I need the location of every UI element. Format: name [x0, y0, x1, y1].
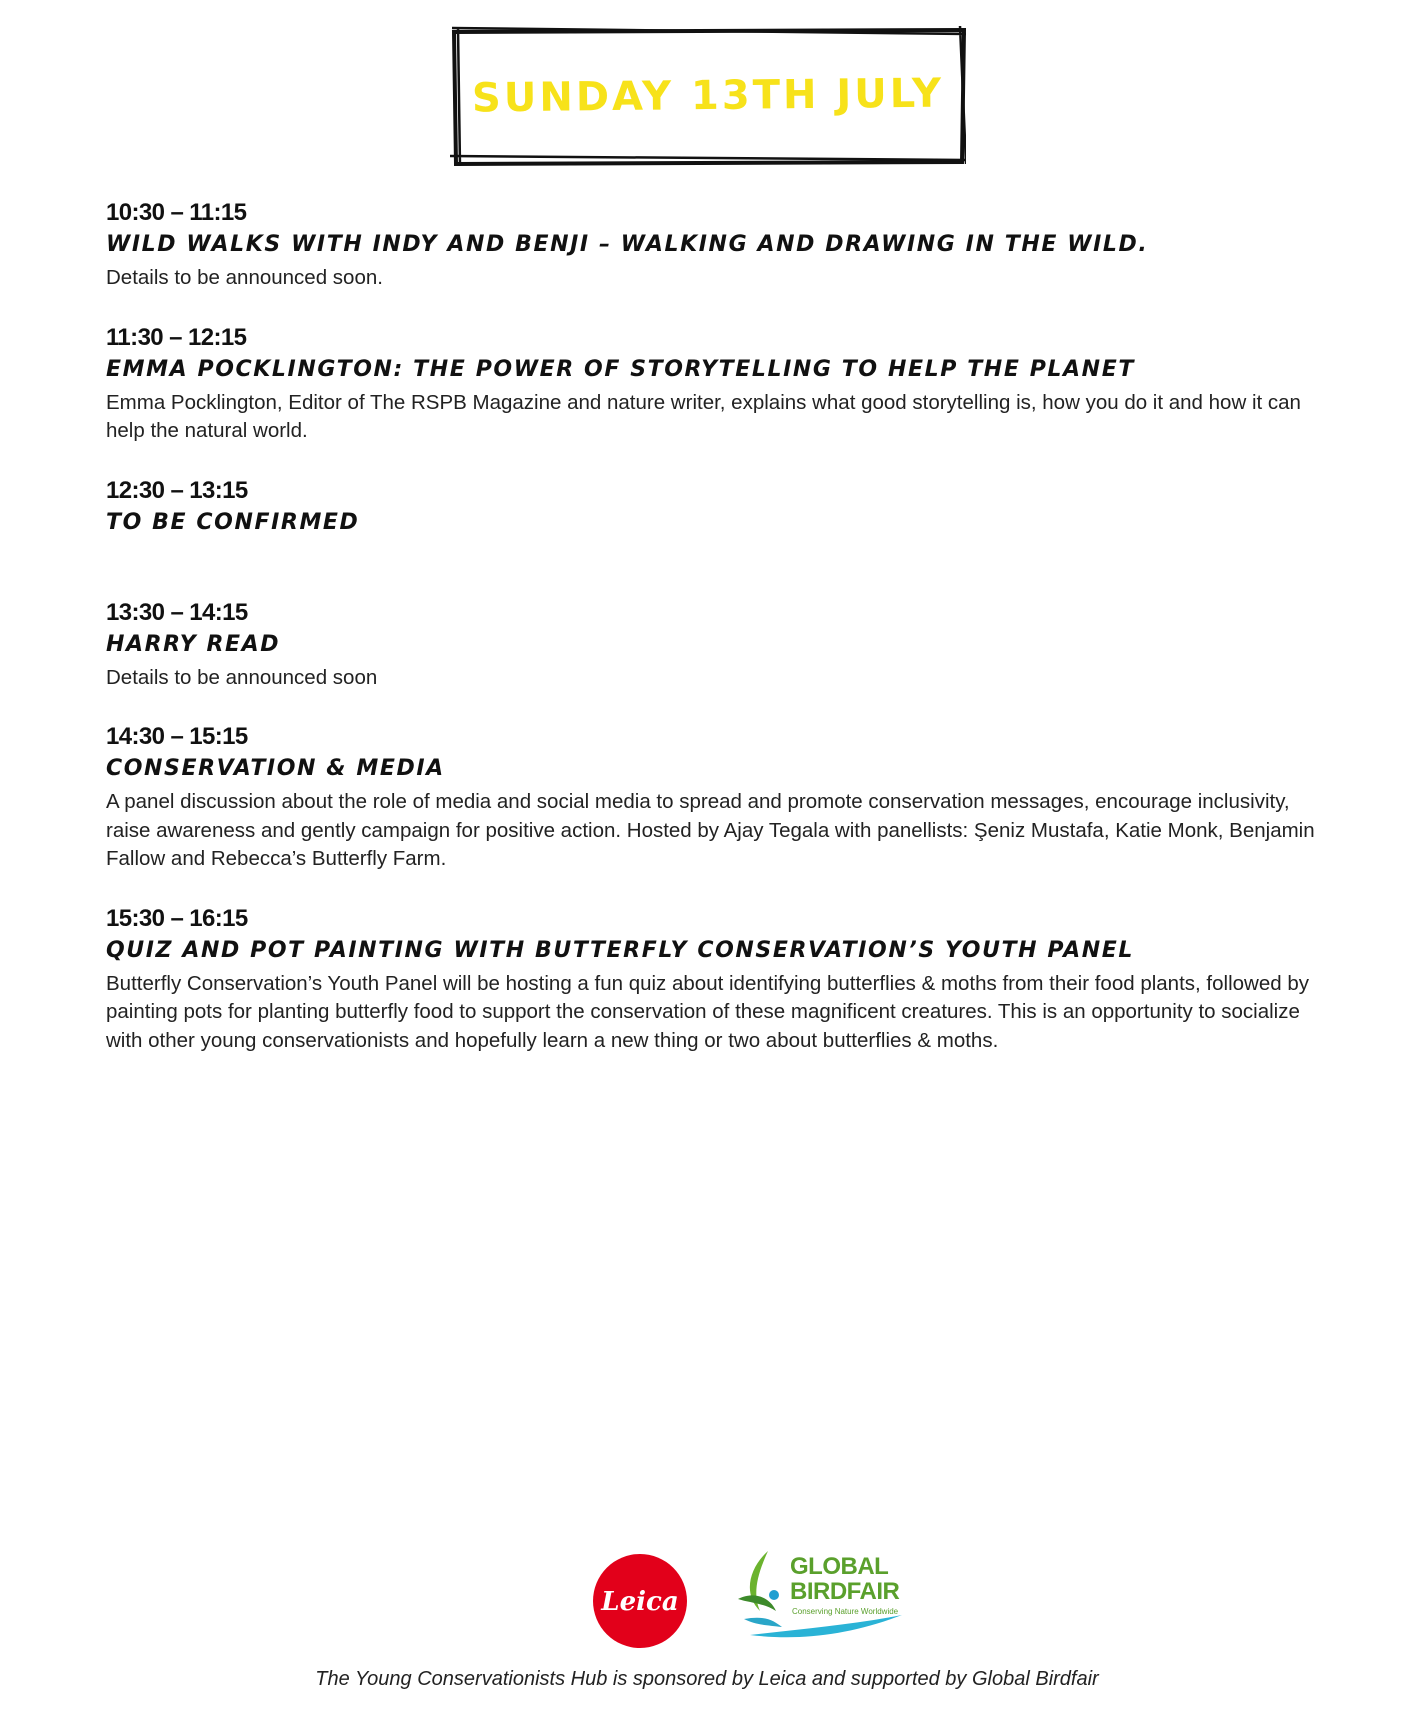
- session-time: 12:30 – 13:15: [106, 476, 248, 504]
- global-birdfair-logo: [730, 1545, 910, 1655]
- session-title: HARRY READ: [106, 631, 281, 657]
- session-title: EMMA POCKLINGTON: THE POWER OF STORYTELLING TO HELP THE PLANET: [106, 356, 1135, 382]
- session-title: TO BE CONFIRMED: [106, 509, 360, 535]
- title-box: [450, 26, 966, 166]
- session-time: 11:30 – 12:15: [106, 323, 247, 351]
- sponsor-footer: The Young Conservationists Hub is sponsored by Leica and supported by Global Birdfair: [315, 1668, 1099, 1690]
- session-time: 10:30 – 11:15: [106, 199, 247, 226]
- session-description: Butterfly Conservation’s Youth Panel will be hosting a fun quiz about identifying butterflies & moths from their food plants, followed by painting pots for planting butterfly food to support the conservation of these magnificent creatures. This is an opportunity to socialize with other young conservationists and hopefully learn a new thing or two about butterflies & moths.: [106, 971, 1309, 1052]
- session-description: Details to be announced soon: [106, 665, 378, 689]
- session-time: 14:30 – 15:15: [106, 723, 248, 750]
- session-description: A panel discussion about the role of media and social media to spread and promote conservation messages, encourage inclusivity, raise awareness and gently campaign for positive action. Hosted by Ajay Tegala with panellists: Şeniz Mustafa, Katie Monk, Benjamin Fallow and Rebecca’s Butterfly Farm.: [106, 790, 1315, 870]
- session: [106, 904, 1326, 1056]
- page-title: SUNDAY 13TH JULY: [471, 70, 945, 122]
- birdfair-tagline: Conserving Nature Worldwide: [792, 1607, 899, 1616]
- leica-logo: [592, 1553, 688, 1649]
- leica-logo-text: Leica: [601, 1587, 679, 1617]
- session: [106, 476, 1326, 540]
- session: [106, 198, 1326, 293]
- session-title: WILD WALKS WITH INDY AND BENJI – WALKING AND DRAWING IN THE WILD.: [106, 232, 1149, 257]
- session: [106, 323, 1326, 446]
- birdfair-line1: GLOBAL: [790, 1553, 889, 1580]
- session-time: 13:30 – 14:15: [106, 598, 248, 626]
- session: [106, 722, 1326, 874]
- session-description: Emma Pocklington, Editor of The RSPB Magazine and nature writer, explains what good storytelling is, how you do it and how it can help the natural world.: [106, 390, 1301, 442]
- birdfair-line2: BIRDFAIR: [790, 1578, 900, 1605]
- session-description: Details to be announced soon.: [106, 266, 383, 289]
- session-title: QUIZ AND POT PAINTING WITH BUTTERFLY CONSERVATION’S YOUTH PANEL: [106, 937, 1135, 963]
- session-time: 15:30 – 16:15: [106, 904, 248, 932]
- session-title: CONSERVATION & MEDIA: [106, 756, 445, 781]
- sponsor-logos: [590, 1545, 910, 1655]
- schedule: [106, 198, 1326, 1085]
- session: [106, 598, 1326, 693]
